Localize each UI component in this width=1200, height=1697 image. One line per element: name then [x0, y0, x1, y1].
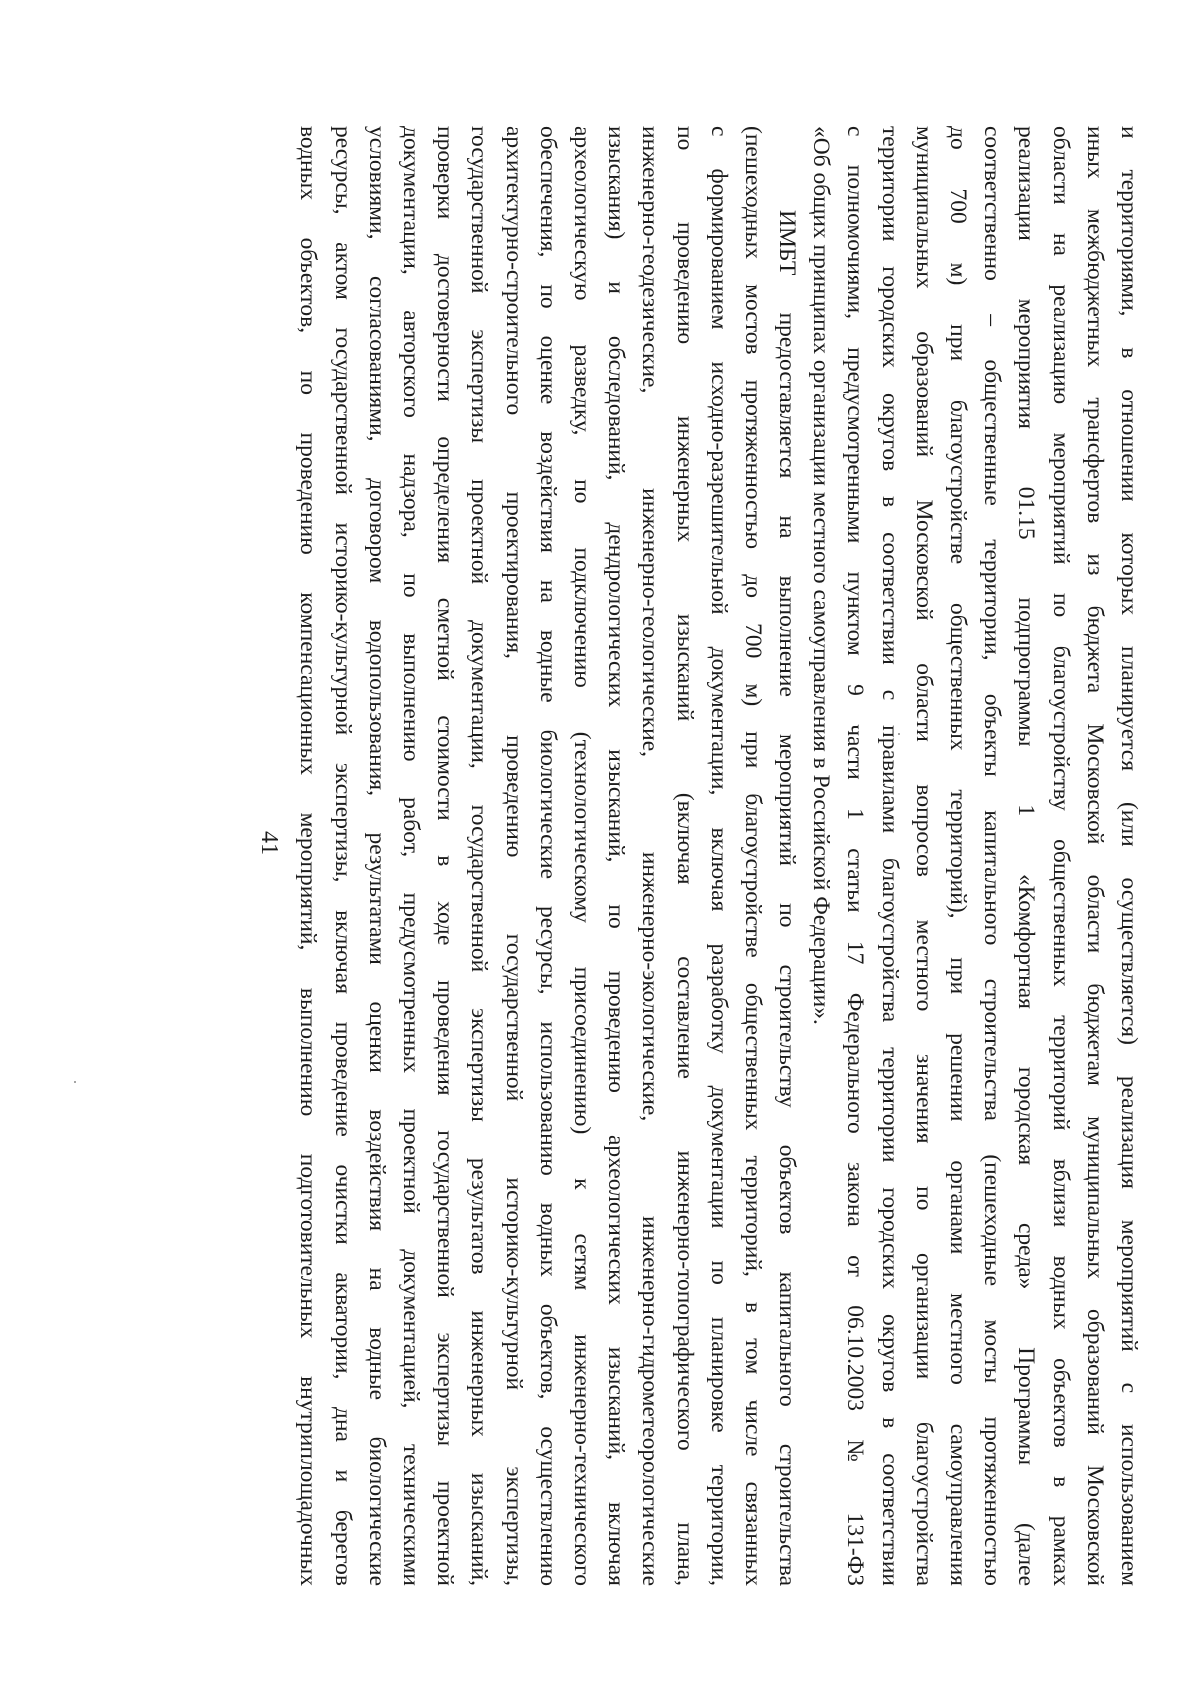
text-line: инженерно-геодезические, инженерно-геологические, инженерно-экологические, инженерно-гидрометеорологические [637, 126, 664, 1586]
text-line: проверки достоверности определения сметной стоимости в ходе проведения государственной экспертизы проектной [432, 126, 459, 1586]
text-line: реализации мероприятия 01.15 подпрограммы 1 «Комфортная городская среда» Программы (далее [1013, 126, 1040, 1586]
text-line: документации, авторского надзора, по выполнению работ, предусмотренных проектной документацией, техническими [398, 126, 425, 1586]
text-line: (пешеходных мостов протяженностью до 700 м) при благоустройстве общественных территорий, в том числе связанных [739, 126, 766, 1586]
text-line: «Об общих принципах организации местного самоуправления в Российской Федерации». [808, 126, 835, 1025]
scan-speck [74, 1081, 76, 1083]
text-line: ИМБТ предоставляется на выполнение мероприятий по строительству объектов капитального строительства [774, 210, 801, 1586]
text-line: с формированием исходно-разрешительной документации, включая разработку документации по планировке территории, [705, 126, 732, 1586]
text-line: архитектурно-строительного проектирования, проведению государственной историко-культурной экспертизы, [500, 126, 527, 1586]
text-line: по проведению инженерных изысканий (включая составление инженерно-топографического плана, [671, 126, 698, 1586]
text-line: обеспечения, по оценке воздействия на водные биологические ресурсы, использованию водных объектов, осуществлению [534, 126, 561, 1586]
text-line: иных межбюджетных трансфертов из бюджета Московской области бюджетам муниципальных образований Московской [1081, 126, 1108, 1586]
text-line: территории городских округов в соответствии с правилами благоустройства территории городских округов в соответствии [876, 126, 903, 1586]
rotated-page-content [234, 76, 1194, 1606]
text-line: с полномочиями, предусмотренными пунктом 9 части 1 статьи 17 Федерального закона от 06.10.2003 № 131-ФЗ [842, 126, 869, 1586]
text-line: водных объектов, по проведению компенсационных мероприятий, выполнению подготовительных внутриплощадочных [295, 126, 322, 1586]
page-number: 41 [256, 831, 282, 855]
text-line: муниципальных образований Московской области вопросов местного значения по организации благоустройства [910, 126, 937, 1586]
text-line: и территориями, в отношении которых планируется (или осуществляется) реализация мероприятий с использованием [1116, 126, 1142, 1586]
text-line: ресурсы, актом государственной историко-культурной экспертизы, включая проведение очистки акватории, дна и берегов [329, 126, 356, 1586]
text-line: условиями, согласованиями, договором водопользования, результатами оценки воздействия на водные биологические [363, 126, 390, 1586]
text-line: области на реализацию мероприятий по благоустройству общественных территорий вблизи водных объектов в рамках [1047, 126, 1074, 1586]
text-line: археологическую разведку, по подключению (технологическому присоединению) к сетям инженерно-технического [569, 126, 595, 1586]
text-line: государственной экспертизы проектной документации, государственной экспертизы результатов инженерных изысканий, [466, 126, 493, 1586]
text-line: до 700 м) при благоустройстве общественных территорий), при решении органами местного самоуправления [945, 126, 972, 1586]
text-line: изыскания) и обследований, дендрологических изысканий, по проведению археологических изысканий, включая [603, 126, 630, 1586]
body-text [291, 126, 1146, 1586]
text-line: соответственно – общественные территории, объекты капитального строительства (пешеходные мосты протяженностью [979, 126, 1006, 1586]
